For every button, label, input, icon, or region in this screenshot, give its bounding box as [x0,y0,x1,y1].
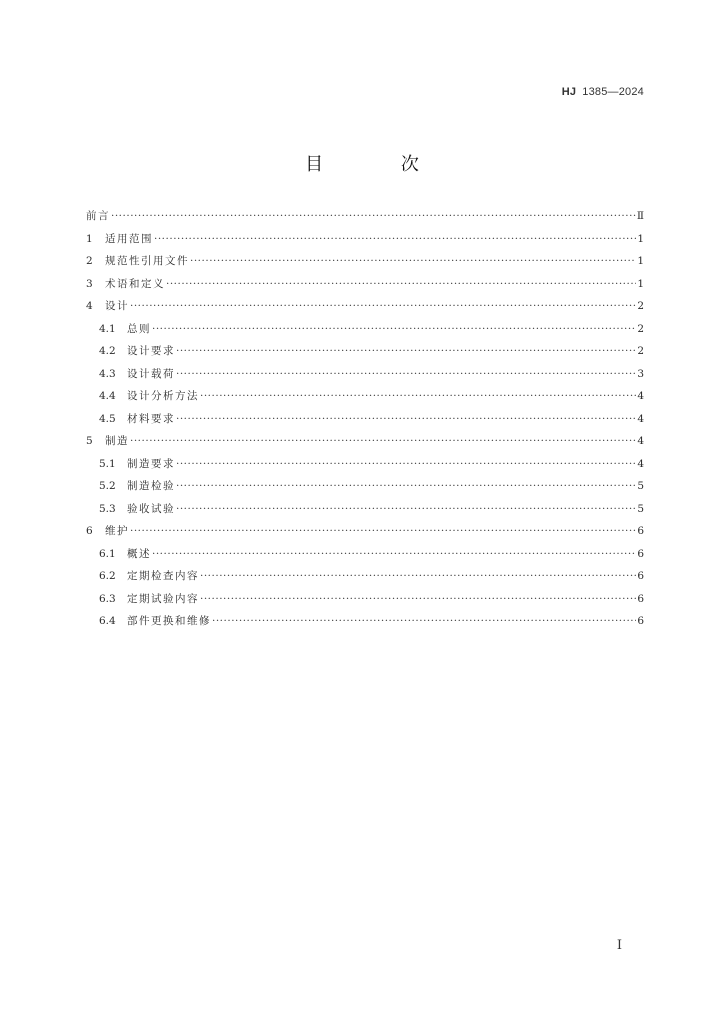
toc-leader-dots [212,610,636,633]
toc-entry[interactable] [86,498,644,521]
toc-entry[interactable] [86,543,644,566]
toc-entry-page: 6 [637,615,644,627]
standard-prefix: HJ [561,86,577,98]
toc-entry-number: 3 [86,277,93,290]
toc-entry[interactable] [86,318,644,341]
standard-number: 1385—2024 [582,86,644,98]
toc-entry[interactable] [86,430,644,453]
toc-entry[interactable] [86,205,644,228]
toc-entry-label: 设计分析方法 [127,390,199,402]
toc-entry[interactable] [86,520,644,543]
toc-entry-number: 5.1 [99,457,116,470]
toc-entry-label: 定期试验内容 [127,592,199,605]
toc-entry-page: 2 [637,322,644,335]
toc-entry-number: 2 [86,255,93,267]
toc-leader-dots [166,273,636,296]
toc-entry-number: 6 [86,525,93,537]
page-number: I [616,938,622,953]
toc-leader-dots [154,228,636,251]
toc-entry-number: 4.1 [99,322,116,335]
toc-entry-label: 总则 [127,322,151,335]
toc-entry-label: 部件更换和维修 [127,615,211,627]
toc-entry-label: 维护 [105,525,129,537]
toc-entry-page: 4 [637,435,644,447]
toc-entry[interactable] [86,295,644,318]
toc-leader-dots [176,498,636,521]
toc-entry[interactable] [86,385,644,408]
toc-entry-number: 4.3 [99,367,116,380]
toc-entry-page: 6 [637,547,644,560]
toc-entry-label: 材料要求 [127,412,175,425]
toc-entry-label: 设计载荷 [127,367,175,380]
toc-entry-page: 6 [637,525,644,537]
toc-leader-dots [111,205,636,228]
toc-entry[interactable] [86,228,644,251]
toc-entry-number: 1 [86,232,93,245]
toc-entry-number: 5.2 [99,480,116,492]
toc-entry[interactable] [86,565,644,588]
toc-entry-page: 2 [637,345,644,357]
toc-entry[interactable] [86,475,644,498]
toc-entry-number: 5 [86,435,93,447]
toc-entry-page: Ⅱ [636,210,644,222]
toc-entry-page: 6 [637,570,644,582]
toc-entry-label: 术语和定义 [105,277,165,290]
toc-entry-page: 6 [637,592,644,605]
toc-entry-number: 6.4 [99,615,116,627]
toc-entry[interactable] [86,453,644,476]
toc-entry-page: 4 [637,457,644,470]
toc-entry-page: 3 [637,367,644,380]
toc-entry[interactable] [86,610,644,633]
toc-leader-dots [152,318,636,341]
table-of-contents [86,205,644,633]
toc-entry-number: 6.1 [99,547,116,560]
toc-entry-label: 制造检验 [127,480,175,492]
toc-entry[interactable] [86,588,644,611]
toc-leader-dots [200,565,636,588]
toc-entry-label: 设计要求 [127,345,175,357]
toc-entry[interactable] [86,408,644,431]
toc-entry-label: 定期检查内容 [127,570,199,582]
toc-title: 目 次 [305,154,455,175]
toc-entry-number: 4.4 [99,390,116,402]
toc-entry-page: 5 [637,502,644,515]
toc-leader-dots [130,520,636,543]
toc-entry[interactable] [86,340,644,363]
toc-entry-label: 制造 [105,435,129,447]
toc-entry-number: 4.2 [99,345,116,357]
toc-entry-page: 1 [637,232,644,245]
toc-entry-number: 6.2 [99,570,116,582]
toc-entry-label: 制造要求 [127,457,175,470]
toc-entry-label: 验收试验 [127,502,175,515]
toc-leader-dots [200,588,636,611]
toc-entry-page: 5 [637,480,644,492]
toc-leader-dots [190,250,636,273]
toc-leader-dots [130,430,636,453]
toc-entry-page: 4 [637,390,644,402]
toc-entry-label: 前言 [86,210,110,222]
toc-entry-page: 4 [637,412,644,425]
toc-entry-label: 概述 [127,547,151,560]
toc-leader-dots [176,475,636,498]
toc-leader-dots [200,385,636,408]
toc-entry-page: 1 [637,255,644,267]
toc-entry-label: 规范性引用文件 [105,255,189,267]
toc-leader-dots [176,408,636,431]
toc-entry[interactable] [86,273,644,296]
toc-entry-number: 6.3 [99,592,116,605]
toc-entry-page: 2 [637,300,644,312]
toc-entry[interactable] [86,250,644,273]
toc-leader-dots [176,363,636,386]
toc-leader-dots [176,340,636,363]
toc-entry-number: 4.5 [99,412,116,425]
standard-code [562,86,644,98]
toc-entry-label: 设计 [105,300,129,312]
toc-leader-dots [152,543,636,566]
toc-entry-label: 适用范围 [105,232,153,245]
toc-leader-dots [130,295,636,318]
toc-entry[interactable] [86,363,644,386]
toc-entry-number: 4 [86,300,93,312]
toc-entry-number: 5.3 [99,502,116,515]
toc-entry-page: 1 [637,277,644,290]
toc-leader-dots [176,453,636,476]
